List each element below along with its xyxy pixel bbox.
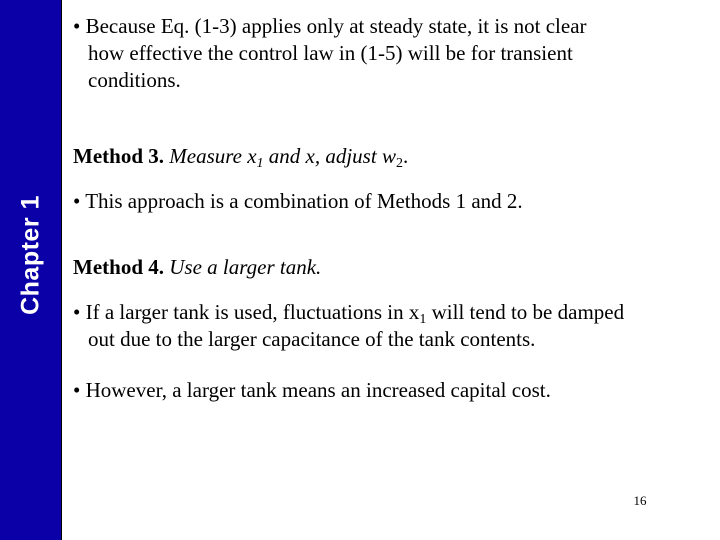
method-4-heading [73, 254, 713, 281]
bullet-capital-cost-text: • However, a larger tank means an increased capital cost. [73, 378, 551, 402]
page-number: 16 [633, 493, 647, 508]
bullet-larger-tank-line1-pre: • If a larger tank is used, fluctuations in x [73, 300, 420, 324]
method-4-desc: Use a larger tank. [164, 255, 322, 279]
bullet-combination-text: • This approach is a combination of Methods 1 and 2. [73, 189, 523, 213]
method-3-sub1: 1 [256, 156, 264, 171]
bullet-larger-tank-line1-post: will tend to be damped [426, 300, 625, 324]
method-3-desc-mid: and x, adjust w [263, 144, 396, 168]
method-3-desc-pre: Measure x [164, 144, 257, 168]
bullet-larger-tank-sub: 1 [419, 312, 427, 327]
bullet-steady-state [73, 13, 713, 94]
chapter-sidebar [0, 0, 62, 540]
bullet-larger-tank-line1 [73, 299, 713, 326]
bullet-larger-tank-line2: out due to the larger capacitance of the tank contents. [88, 327, 536, 351]
method-3-label: Method 3. [73, 144, 164, 168]
bullet-steady-state-line1: • Because Eq. (1-3) applies only at steady state, it is not clear [73, 14, 587, 38]
method-4-label: Method 4. [73, 255, 164, 279]
method-3-desc-post: . [402, 144, 409, 168]
bullet-larger-tank [73, 299, 713, 353]
chapter-label: Chapter 1 [16, 195, 45, 315]
bullet-steady-state-line3: conditions. [88, 68, 181, 92]
method-3-heading [73, 143, 713, 170]
bullet-combination [73, 188, 713, 215]
bullet-capital-cost [73, 377, 713, 404]
bullet-steady-state-line2: how effective the control law in (1-5) will be for transient [88, 41, 573, 65]
method-3-sub2: 2 [395, 156, 403, 171]
